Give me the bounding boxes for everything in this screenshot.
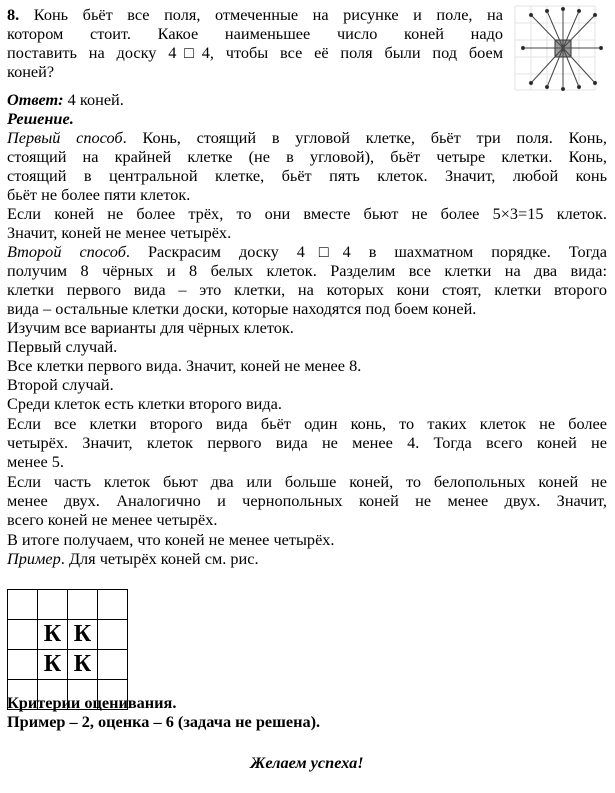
board-cell [68, 680, 98, 710]
method1-line-5: Если коней не более трёх, то они вместе бьют не более 5×3=15 клеток. [7, 204, 607, 223]
method2-line-2: получим 8 чёрных и 8 белых клеток. Разделим все клетки на два вида: [7, 261, 607, 280]
method2-line-5: Изучим все варианты для чёрных клеток. [7, 318, 294, 337]
method1-line-1: Первый способ. Конь, стоящий в угловой клетке, бьёт три поля. Конь, [7, 128, 608, 147]
board-cell-knight: К [68, 620, 98, 650]
board-cell [8, 590, 38, 620]
board-cell [98, 680, 128, 710]
board-cell-knight: К [68, 650, 98, 680]
example-line: Пример. Для четырёх коней см. рис. [7, 549, 259, 568]
method2-label: Второй способ [7, 242, 126, 261]
method2-line-12: менее 5. [7, 452, 64, 471]
method1-line-3: стоящий в центральной клетке, бьёт пять клеток. Значит, любой конь [7, 166, 607, 185]
method1-line-6: Значит, коней не менее четырёх. [7, 223, 232, 242]
solution-label: Решение. [7, 109, 74, 128]
method2-line-10: Если все клетки второго вида бьёт один конь, то таких клеток не более [7, 414, 607, 433]
board-row [8, 590, 128, 620]
answer-label: Ответ: [7, 90, 64, 109]
criteria-text: Пример – 2, оценка – 6 (задача не решена). [7, 712, 321, 731]
board-row [8, 620, 128, 650]
closing-text: Желаем успеха! [250, 753, 364, 772]
answer-line [7, 90, 124, 109]
knight-moves-figure [511, 3, 609, 93]
method2-line-3: клетки первого вида – это клетки, на которых кони стоят, клетки второго [7, 280, 607, 299]
problem-number: 8. [7, 5, 20, 24]
method2-line-13: Если часть клеток бьют два или больше коней, то белопольных коней не [7, 472, 607, 491]
method2-line-9: Среди клеток есть клетки второго вида. [7, 394, 282, 413]
method1-label: Первый способ [7, 128, 123, 147]
method2-line-15: всего коней не менее четырёх. [7, 510, 218, 529]
board-cell [8, 650, 38, 680]
method2-line-4: вида – остальные клетки доски, которые находятся под боем коней. [7, 299, 477, 318]
problem-line-3: поставить на доску 4□4, чтобы все её поля были под боем [7, 43, 503, 62]
method2-line-16: В итоге получаем, что коней не менее четырёх. [7, 530, 335, 549]
problem-line-2: котором стоит. Какое наименьшее число коней надо [7, 24, 503, 43]
board-cell [8, 620, 38, 650]
knight-move-arrows [521, 7, 602, 90]
method2-line-6: Первый случай. [7, 337, 118, 356]
answer-text: 4 коней. [63, 90, 124, 109]
board-cell [68, 590, 98, 620]
board-cell [98, 590, 128, 620]
method1-line-2: стоящий на крайней клетке (не в угловой), бьёт четыре клетки. Конь, [7, 147, 607, 166]
board-row [8, 680, 128, 710]
board-cell [38, 680, 68, 710]
method2-line-8: Второй случай. [7, 375, 114, 394]
board-cell [98, 650, 128, 680]
example-board [7, 589, 128, 710]
board-cell [38, 590, 68, 620]
board-cell [8, 680, 38, 710]
criteria-title: Критерии оценивания. [7, 693, 177, 712]
board-row [8, 650, 128, 680]
example-label: Пример [7, 549, 61, 568]
method1-line-4: бьёт не более пяти клеток. [7, 185, 191, 204]
board-cell-knight: К [38, 650, 68, 680]
problem-line-1: 8. Конь бьёт все поля, отмеченные на рисунке и поле, на [7, 5, 503, 24]
method2-line-7: Все клетки первого вида. Значит, коней не менее 8. [7, 356, 362, 375]
method2-line-14: менее двух. Аналогично и чернопольных коней не менее двух. Значит, [7, 491, 607, 510]
method2-line-1: Второй способ. Раскрасим доску 4□4 в шахматном порядке. Тогда [7, 242, 607, 261]
problem-line-4: коней? [7, 62, 55, 81]
method2-line-11: четырёх. Значит, клеток первого вида не менее 4. Тогда всего коней не [7, 433, 607, 452]
board-cell-knight: К [38, 620, 68, 650]
board-cell [98, 620, 128, 650]
